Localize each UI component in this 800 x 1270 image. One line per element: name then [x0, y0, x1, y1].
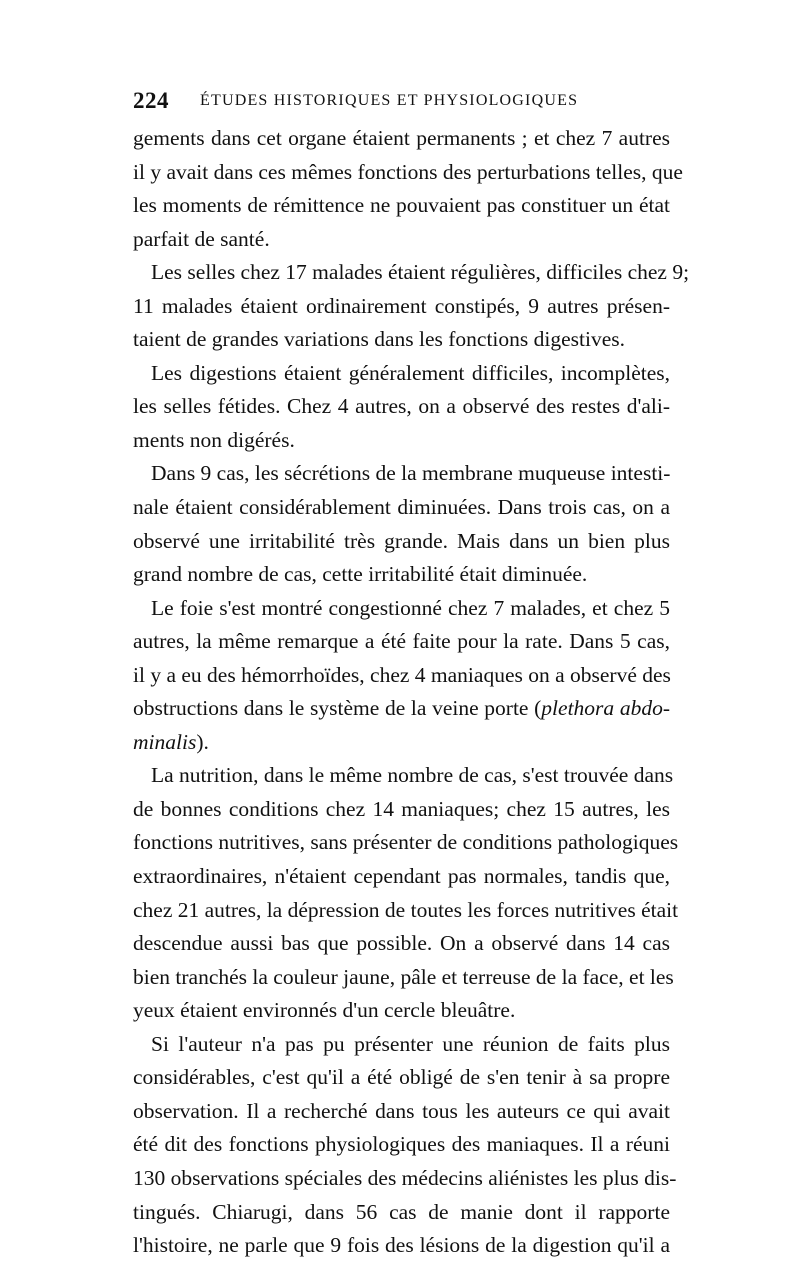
running-title: ÉTUDES HISTORIQUES ET PHYSIOLOGIQUES	[200, 92, 579, 109]
text-line: 130 observations spéciales des médecins aliénistes les plus dis-	[133, 1165, 677, 1190]
page-number: 224	[133, 88, 169, 113]
text-line: il y a eu des hémorrhoïdes, chez 4 maniaques on a observé des	[133, 662, 671, 687]
text-line: tingués. Chiarugi, dans 56 cas de manie dont il rapporte	[133, 1199, 670, 1224]
text-line: Les digestions étaient généralement difficiles, incomplètes,	[151, 360, 670, 385]
text-line: observation. Il a recherché dans tous les auteurs ce qui avait	[133, 1098, 670, 1123]
text-line: chez 21 autres, la dépression de toutes les forces nutritives était	[133, 897, 679, 922]
text-line: fonctions nutritives, sans présenter de conditions pathologiques	[133, 830, 679, 855]
text-line: taient de grandes variations dans les fonctions digestives.	[133, 327, 625, 352]
text-line: de bonnes conditions chez 14 maniaques; chez 15 autres, les	[133, 796, 670, 821]
text-line: ments non digérés.	[133, 427, 295, 452]
text-line: il y avait dans ces mêmes fonctions des perturbations telles, que	[133, 159, 683, 184]
text-line: descendue aussi bas que possible. On a observé dans 14 cas	[133, 931, 670, 956]
text-line: nale étaient considérablement diminuées. Dans trois cas, on a	[133, 495, 670, 520]
text-line: les selles fétides. Chez 4 autres, on a observé des restes d'ali-	[133, 394, 670, 419]
running-header	[133, 88, 673, 116]
text-line: La nutrition, dans le même nombre de cas, s'est trouvée dans	[151, 763, 674, 788]
text-line: 11 malades étaient ordinairement constipés, 9 autres présen-	[133, 293, 670, 318]
text-line: grand nombre de cas, cette irritabilité était diminuée.	[133, 562, 588, 587]
text-line: autres, la même remarque a été faite pour la rate. Dans 5 cas,	[133, 629, 670, 654]
text-line: Le foie s'est montré congestionné chez 7 malades, et chez 5	[151, 595, 670, 620]
text-line: Si l'auteur n'a pas pu présenter une réunion de faits plus	[151, 1031, 670, 1056]
text-line: Dans 9 cas, les sécrétions de la membrane muqueuse intesti-	[151, 461, 671, 486]
text-line: yeux étaient environnés d'un cercle bleuâtre.	[133, 998, 516, 1023]
text-line: extraordinaires, n'étaient cependant pas normales, tandis que,	[133, 864, 670, 889]
text-line: Les selles chez 17 malades étaient régulières, difficiles chez 9;	[151, 260, 690, 285]
text-line: bien tranchés la couleur jaune, pâle et terreuse de la face, et les	[133, 964, 674, 989]
text-line: l'histoire, ne parle que 9 fois des lésions de la digestion qu'il a	[133, 1233, 670, 1258]
text-line: parfait de santé.	[133, 226, 270, 251]
text-line: observé une irritabilité très grande. Mais dans un bien plus	[133, 528, 670, 553]
text-line: obstructions dans le système de la veine porte (plethora abdo-	[133, 696, 670, 721]
body-text	[133, 122, 690, 1263]
text-line: considérables, c'est qu'il a été obligé de s'en tenir à sa propre	[133, 1065, 670, 1090]
text-line: été dit des fonctions physiologiques des maniaques. Il a réuni	[133, 1132, 670, 1157]
text-line: gements dans cet organe étaient permanents ; et chez 7 autres	[133, 126, 670, 150]
text-line: les moments de rémittence ne pouvaient pas constituer un état	[133, 193, 670, 218]
text-line: minalis).	[133, 729, 209, 754]
